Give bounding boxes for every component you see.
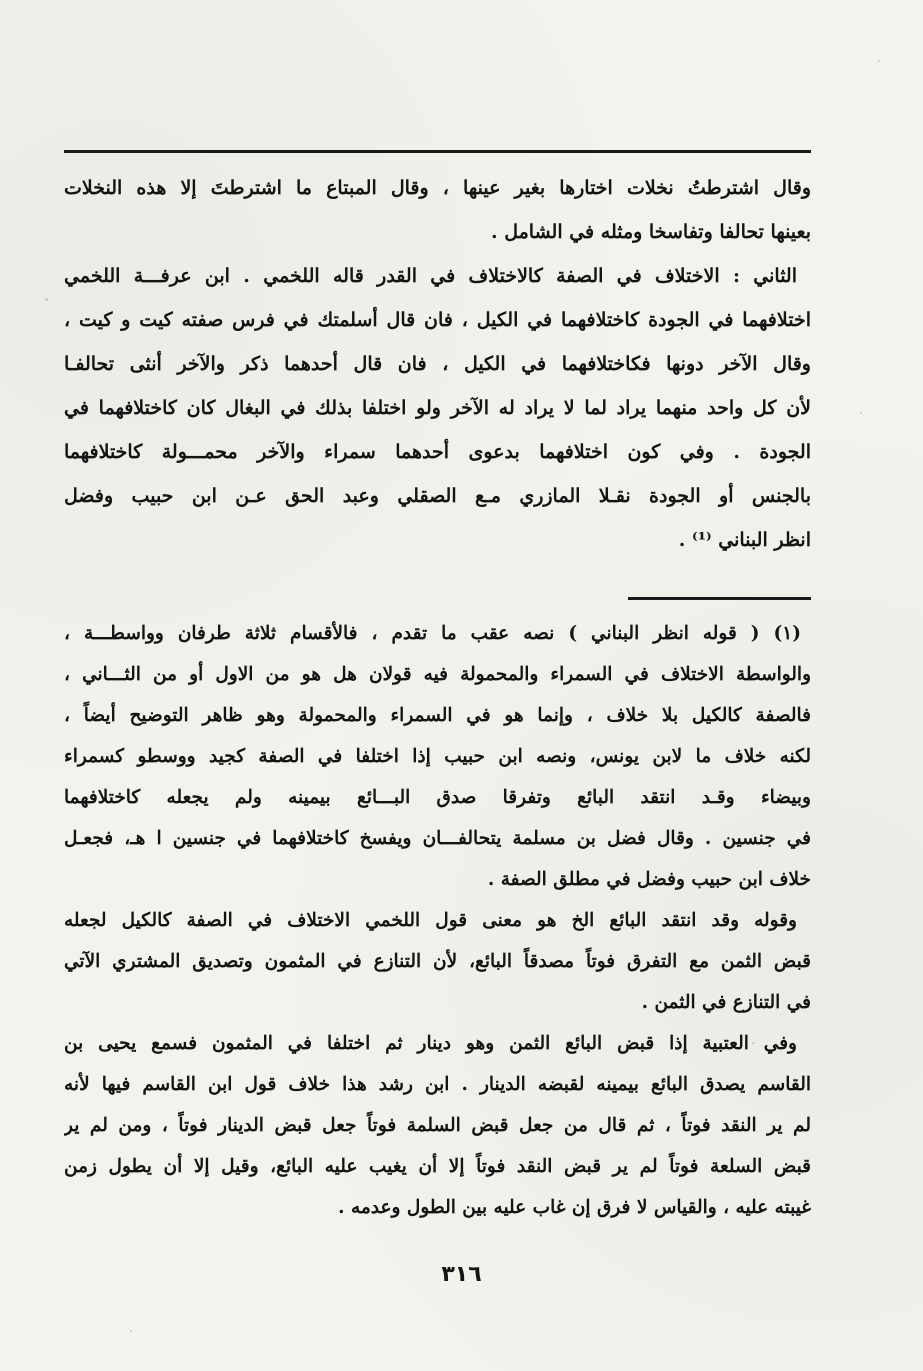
main-line: انظر البناني ⁽¹⁾ .	[678, 529, 811, 551]
page-number: ٣١٦	[441, 1262, 482, 1287]
footnote-line: خلاف ابن حبيب وفضل في مطلق الصفة .	[487, 869, 811, 890]
footnote-line: غيبته عليه ، والقياس لا فرق إن غاب عليه بين الطول وعدمه .	[338, 1197, 811, 1218]
scan-speck	[45, 298, 48, 301]
main-line: وقال اشترطتُ نخلات اختارها بغير عينها ، وقال المبتاع ما اشترطتَ إلا هذه النخلات	[64, 177, 811, 199]
footnote-line: قبض السلعة فوتاً لم ير قبض النقد فوتاً إلا أن يغيب عليه البائع، وقيل إلا أن يطول زمن	[64, 1156, 811, 1177]
top-rule	[64, 150, 811, 153]
main-line: لأن كل واحد منهما يراد لما لا يراد له الآخر ولو اختلفا بذلك في البغال كان كاختلافهما في	[64, 397, 811, 419]
footnote-line: وبيضاء وقـد انتقد البائع وتفرقا صدق البـــائع بيمينه ولم يجعله كاختلافهما	[64, 787, 811, 808]
footnote-line: القاسم يصدق البائع بيمينه لقبضه الدينار . ابن رشد هذا خلاف قول ابن القاسم فيها لأنه	[64, 1074, 811, 1095]
footnote-line: في التنازع في الثمن .	[641, 992, 811, 1013]
footnote-rule	[628, 597, 811, 600]
footnote-line: قبض الثمن مع التفرق فوتاً مصدقاً البائع، لأن التنازع في المثمون وتصديق المشتري الآتي	[64, 951, 811, 972]
scan-speck	[752, 1042, 755, 1044]
footnote-line: (١) ( قوله انظر البناني ) نصه عقب ما تقدم ، فالأقسام ثلاثة طرفان وواسطـــة ،	[64, 623, 801, 644]
main-line: بعينها تحالفا وتفاسخا ومثله في الشامل .	[491, 221, 811, 243]
footnote-line: لكنه خلاف ما لابن يونس، ونصه ابن حبيب إذا اختلفا في الصفة كجيد ووسطو كسمراء	[64, 746, 811, 767]
scan-speck	[860, 412, 862, 414]
main-line: الثاني : الاختلاف في الصفة كالاختلاف في القدر قاله اللخمي . ابن عرفـــة اللخمي	[64, 265, 798, 287]
footnote-line: وفي العتبية إذا قبض البائع الثمن وهو دينار ثم اختلفا في المثمون فسمع يحيى بن	[64, 1033, 797, 1054]
scan-speck	[130, 1330, 132, 1332]
footnote-line: في جنسين . وقال فضل بن مسلمة يتحالفـــان ويفسخ كاختلافهما في جنسين ا هـ، فجعـل	[64, 828, 811, 849]
footnote-line: والواسطة الاختلاف في السمراء والمحمولة فيه قولان هل هو من الاول أو من الثـــاني ،	[64, 664, 811, 685]
footnote-line: فالصفة كالكيل بلا خلاف ، وإنما هو في السمراء والمحمولة وهو ظاهر التوضيح أيضاً ،	[64, 705, 811, 726]
main-text	[64, 166, 811, 562]
footnote-line: وقوله وقد انتقد البائع الخ هو معنى قول اللخمي الاختلاف في الصفة كالكيل لجعله	[64, 910, 797, 931]
main-line: وقال الآخر دونها فكاختلافهما في الكيل ، فان قال أحدهما ذكر والآخر أنثى تحالفـا	[64, 353, 811, 375]
main-line: بالجنس أو الجودة نقـلا المازري مـع الصقلي وعبد الحق عـن ابن حبيب وفضل	[64, 485, 811, 507]
footnote-text	[64, 613, 811, 1228]
scan-speck	[878, 60, 880, 62]
main-line: الجودة . وفي كون اختلافهما بدعوى أحدهما سمراء والآخر محمـــولة كاختلافهما	[64, 441, 811, 463]
main-line: اختلافهما في الجودة كاختلافهما في الكيل ، فان قال أسلمتك في فرس صفته كيت و كيت ،	[64, 309, 811, 331]
footnote-line: لم ير النقد فوتاً ، ثم قال من جعل قبض السلمة فوتاً جعل قبض الدينار فوتاً ، ومن لم ير	[64, 1115, 811, 1136]
